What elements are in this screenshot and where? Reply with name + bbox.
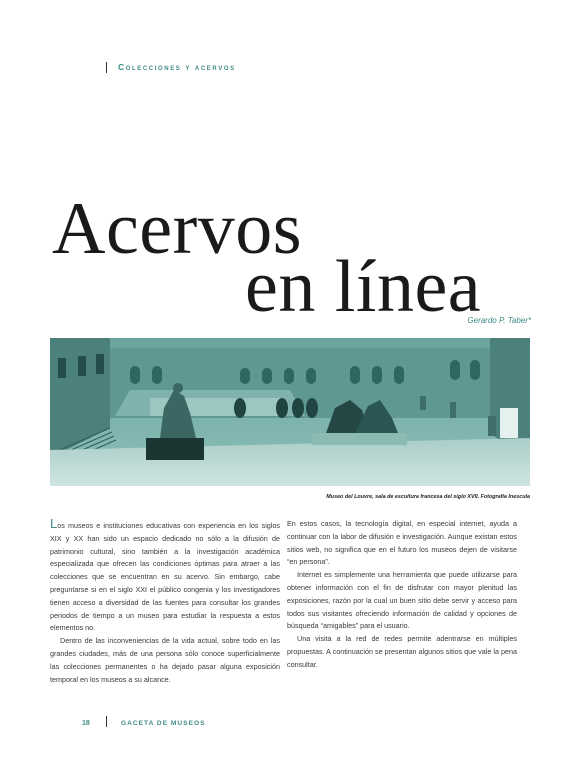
magazine-name: GACETA DE MUSEOS: [121, 720, 206, 727]
paragraph: [50, 518, 280, 635]
article-author: Gerardo P. Taber*: [467, 316, 531, 325]
paragraph: Dentro de las inconveniencias de la vida actual, sobre todo en las grandes ciudades, más de una persona sólo conoce superficialmente las colecciones permanentes o ha dejado pasar alguna exposición temporal en los museos a su alcance.: [50, 636, 280, 684]
paragraph-text: os museos e instituciones educativas con experiencia en los siglos XIX y XX han sido un espacio dedicado no sólo a la difusión de patrimonio cultural, sino también a la investigación académica especializada que ofrecen las condiciones óptimas para atraer a las colecciones que se encuentran en su acervo. Sin embargo, cabe preguntarse si en el siglo XXI el público congenia y los investigadores tienen acceso a diversidad de las fuentes para consultar los grandes periodos de tiempo a un museo para estudiar la respuesta a estos elementos no.: [50, 521, 280, 633]
dropcap: L: [50, 516, 58, 531]
section-divider: [106, 62, 107, 73]
photo-caption: Museo del Louvre, sala de escultura francesa del siglo XVII. Fotografía Inescula: [326, 494, 530, 500]
body-column-right: [287, 518, 517, 672]
article-title-line2: en línea: [245, 246, 482, 328]
louvre-sculpture-hall-photo: [50, 338, 530, 486]
paragraph: En estos casos, la tecnología digital, en especial internet, ayuda a continuar con la labor de difusión e investigación. Aunque existan estos sitios web, no significa que en el futuro los museos dejen de visitarse “en persona”.: [287, 519, 517, 567]
article-title-line1: Acervos: [52, 188, 303, 270]
section-header: Colecciones y acervos: [118, 62, 236, 72]
page-number: 18: [82, 720, 90, 727]
paragraph: Internet es simplemente una herramienta que puede utilizarse para obtener información con el fin de disfrutar con mayor plenitud las exposiciones, razón por la cual un buen sitio debe servir y acceso para todos sus visitantes ofreciendo información de calidad y opciones de búsqueda “amigables” para el usuario.: [287, 570, 517, 631]
body-column-left: [50, 518, 280, 686]
footer-divider: [106, 716, 107, 727]
paragraph: Una visita a la red de redes permite adentrarse en múltiples propuestas. A continuación se presentan algunos sitios que vale la pena consultar.: [287, 634, 517, 669]
